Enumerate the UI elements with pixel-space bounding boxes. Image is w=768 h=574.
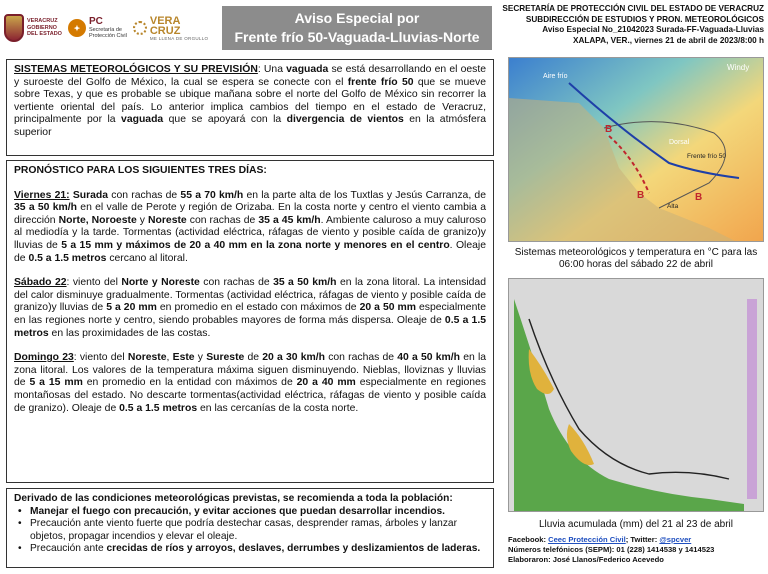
systems-bold: divergencia de vientos	[286, 114, 404, 126]
twitter-link[interactable]: @spcver	[659, 535, 692, 544]
systems-bold: frente frío 50	[347, 76, 414, 88]
recommendation-item: • Precaución ante viento fuerte que podría destechar casas, desprender ramas, árboles y lanzar objetos, propagar incendios y elevar el oleaje.	[14, 518, 486, 542]
letter-b-1: B	[605, 124, 613, 135]
forecast-text: . Oleaje de	[14, 239, 486, 264]
systems-bold: vaguada	[121, 114, 164, 126]
systems-text: se está desarrollando en el oeste y suroeste del Golfo de México, la cual se espera se conecte con el	[14, 64, 487, 88]
systems-text: en la atmósfera superior	[14, 114, 486, 138]
recommendation-text: Precaución ante	[30, 542, 107, 554]
forecast-text: en la zona litoral. La intensidad del calor disminuye gradualmente. Tormentas (actividad eléctrica, ráfagas de viento y posible caída de granizo)y lluvias de	[14, 277, 486, 314]
forecast-text: en el valle de Perote y región de Orizaba. En la costa norte y centro el viento cambia a dirección	[14, 202, 487, 226]
forecast-text: en promedio en la entidad con máximos de	[82, 377, 297, 389]
systems-text: : Una	[257, 64, 287, 75]
phone-numbers: Números telefónicos (SEPM): 01 (228) 1414538 y 1414523	[508, 545, 715, 554]
title-line2: Frente frío 50-Vaguada-Lluvias-Norte	[234, 29, 480, 45]
forecast-text: con rachas de	[108, 189, 181, 201]
forecast-text: especialmente en las regiones norte y centro, siendo probables mayores de forma más dispersa. Oleaje de	[14, 302, 487, 326]
recommendation-item: • Manejar el fuego con precaución, y evitar acciones que puedan desarrollar incendios.	[14, 506, 486, 518]
rainfall-map	[508, 278, 764, 512]
veracruz-logo-line3: DEL ESTADO	[27, 31, 62, 38]
forecast-day-saturday	[14, 277, 486, 340]
label-dorsal: Dorsal	[669, 139, 690, 146]
forecast-heading: PRONÓSTICO PARA LOS SIGUIENTES TRES DÍAS:	[14, 165, 267, 176]
veracruz-logo-line2: GOBIERNO	[27, 24, 57, 31]
social-line	[508, 535, 766, 545]
forecast-text: de	[244, 352, 263, 364]
label-aire-frio: Aire frío	[543, 73, 568, 80]
day-label: Viernes 21:	[14, 189, 70, 201]
forecast-text: : viento del	[73, 352, 128, 364]
forecast-text: especialmente en regiones montañosas del estado. No descarte tormentas(actividad eléctrica, ráfagas de viento y posible caída de granizo). Oleaje de	[14, 377, 486, 414]
systems-bold: vaguada	[286, 64, 329, 75]
forecast-text: en la zona litoral. Los valores de la temperatura máxima siguen disminuyendo. Nieblas, lloviznas y lluvias de	[14, 352, 487, 389]
rainfall-map-caption: Lluvia acumulada (mm) del 21 al 23 de abril	[539, 519, 733, 530]
vc-logo-line2: CRUZ	[149, 24, 181, 37]
label-alta: Alta	[667, 203, 679, 210]
header-line4: XALAPA, VER., viernes 21 de abril de 2023/8:00 h	[573, 35, 764, 45]
forecast-text: con rachas de	[186, 214, 259, 226]
pc-logo-line2: Protección Civil	[88, 33, 127, 39]
authors: Elaboraron: José Llanos/Federico Acevedo	[508, 555, 664, 564]
forecast-text: : viento del	[66, 277, 122, 289]
forecast-bold: 0.5 a 1.5 metros	[14, 314, 486, 339]
rainfall-map-graphic	[509, 279, 764, 512]
recommendations-section	[6, 488, 494, 568]
forecast-bold: 35 a 50 km/h	[273, 277, 337, 289]
twitter-label: ; Twitter:	[625, 535, 660, 544]
forecast-text: y	[136, 214, 149, 226]
forecast-bold: Norte y Noreste	[121, 277, 200, 289]
vc-logo-sub: ME LLENA DE ORGULLO	[149, 35, 209, 41]
systems-text: que se mueve sobre Texas, y que es probable se ubique mañana sobre el norte del Golfo de México sin recorrer la vertiente oriental del país. Lo anterior implica cambios del tiempo en el estado de Veracruz, principalmente por la	[14, 76, 486, 126]
vera-cruz-logo	[133, 16, 208, 41]
forecast-text: y	[194, 352, 207, 364]
pc-logo-short: PC	[88, 15, 103, 27]
logos-bar	[4, 6, 216, 50]
forecast-text: . Ambiente caluroso a muy caluroso al mediodía y la tarde. Tormentas (actividad eléctrica, ráfagas de viento y posible caída de granizo)y lluvias de	[14, 214, 486, 251]
letter-b-3: B	[695, 192, 703, 203]
forecast-text: en las proximidades de las costas.	[48, 327, 211, 339]
forecast-bold: Este	[172, 352, 195, 364]
facebook-link[interactable]: Ceec Protección Civil	[548, 535, 626, 544]
recommendations-list	[14, 506, 486, 555]
forecast-bold: 5 a 15 mm y máximos de 20 a 40 mm en la zona norte y menores en el centro	[61, 239, 450, 251]
forecast-bold: Noreste	[148, 214, 187, 226]
forecast-text: en la parte alta de los Tuxtlas y Jesús Carranza, de	[243, 189, 486, 201]
forecast-bold: 5 a 15 mm	[29, 377, 83, 389]
page-title	[222, 6, 492, 50]
forecast-bold: 35 a 45 km/h	[258, 214, 321, 226]
pc-logo-line1: Secretaría de	[88, 26, 122, 33]
forecast-text: cercano al litoral.	[106, 252, 188, 264]
label-frente: Frente frío 50	[687, 153, 727, 160]
sun-icon	[133, 21, 147, 35]
forecast-bold: Noreste	[127, 352, 167, 364]
forecast-bold: 20 a 40 mm	[296, 377, 356, 389]
header-line3: Aviso Especial No_21042023 Surada-FF-Vaguada-Lluvias	[542, 25, 764, 35]
forecast-text: con rachas de	[325, 352, 398, 364]
forecast-bold: Sureste	[206, 352, 245, 364]
proteccion-civil-logo	[68, 17, 127, 40]
systems-section	[6, 59, 494, 156]
forecast-bold: 20 a 30 km/h	[262, 352, 325, 364]
systems-heading: SISTEMAS METEOROLÓGICOS Y SU PREVISIÓN	[14, 64, 258, 75]
shield-icon: ✦	[68, 19, 86, 37]
veracruz-logo	[4, 14, 62, 42]
title-line1: Aviso Especial por	[294, 10, 420, 26]
forecast-day-friday	[14, 190, 486, 266]
forecast-text: ,	[166, 352, 173, 364]
forecast-bold: 5 a 20 mm	[106, 302, 157, 314]
header-line2: SUBDIRECCIÓN DE ESTUDIOS Y PRON. METEOROLÓGICOS	[525, 14, 764, 24]
header-line1: SECRETARÍA DE PROTECCIÓN CIVIL DEL ESTADO DE VERACRUZ	[502, 4, 764, 13]
systems-map-caption: Sistemas meteorológicos y temperatura en °C para las 06:00 horas del sábado 22 de abril	[514, 247, 758, 270]
forecast-day-sunday	[14, 352, 486, 415]
forecast-text: con rachas de	[199, 277, 274, 289]
systems-map-graphic	[509, 58, 764, 242]
forecast-text: en promedio en el estado con máximos de	[156, 302, 360, 314]
forecast-bold: Norte, Noroeste	[58, 214, 137, 226]
windy-watermark: Windy	[727, 63, 750, 72]
forecast-bold: 35 a 50 km/h	[14, 202, 78, 214]
forecast-bold: Surada	[72, 189, 109, 201]
forecast-bold: 0.5 a 1.5 metros	[28, 252, 107, 264]
recommendation-bold: crecidas de ríos y arroyos, deslaves, derrumbes y deslizamientos de laderas.	[106, 542, 481, 554]
facebook-label: Facebook:	[508, 535, 549, 544]
letter-b-2: B	[637, 190, 645, 201]
veracruz-logo-line1: VERACRUZ	[27, 18, 58, 25]
systems-text: que se apoyará con la	[163, 114, 287, 126]
forecast-text: en las cercanías de la costa norte.	[197, 402, 359, 414]
forecast-bold: 0.5 a 1.5 metros	[119, 402, 198, 414]
vc-logo-line1: VERA	[149, 14, 181, 27]
recommendations-intro: Derivado de las condiciones meteorológicas previstas, se recomienda a toda la población:	[14, 493, 453, 504]
forecast-bold: 40 a 50 km/h	[397, 352, 460, 364]
day-label: Domingo 23	[14, 352, 74, 364]
veracruz-seal-icon	[4, 14, 24, 42]
recommendation-item	[14, 543, 486, 555]
header-info	[498, 4, 764, 46]
forecast-section	[6, 160, 494, 483]
forecast-bold: 20 a 50 mm	[359, 302, 416, 314]
contact-info	[508, 535, 766, 565]
color-scale-bar	[747, 299, 757, 499]
systems-map	[508, 57, 764, 242]
day-label: Sábado 22	[14, 277, 67, 289]
forecast-bold: 55 a 70 km/h	[180, 189, 244, 201]
